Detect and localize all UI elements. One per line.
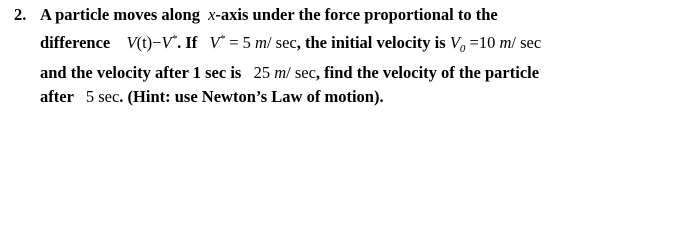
func-arg: (t)	[136, 33, 153, 52]
problem-number: 2.	[14, 5, 27, 24]
problem-line-3	[40, 61, 539, 85]
problem-line-1	[40, 3, 498, 27]
eq-10: =10	[469, 33, 496, 52]
value-25: 25	[253, 63, 271, 82]
line1-axis-text: -axis under the force proportional to the	[215, 5, 498, 24]
line4-text1: after	[40, 87, 74, 106]
unit-sec-2: / sec	[511, 33, 542, 52]
minus-sign: −	[152, 33, 162, 52]
unit-sec-1: / sec	[266, 33, 297, 52]
problem-line-4	[40, 85, 384, 109]
word-difference: difference	[40, 33, 111, 52]
if-text: . If	[177, 33, 198, 52]
v-star-2: V*	[209, 33, 226, 52]
func-v: V	[126, 33, 137, 52]
unit-sec-3: / sec	[286, 63, 316, 82]
value-5-sec: 5 sec	[85, 87, 120, 106]
v-star: V*	[161, 33, 178, 52]
line4-text2: . (Hint: use Newton’s Law of motion).	[119, 87, 384, 106]
v-zero: $V_0$	[449, 33, 466, 55]
eq-5: = 5	[229, 33, 251, 52]
problem-line-2	[40, 31, 541, 55]
unit-m-3: m	[274, 63, 287, 82]
unit-m-1: m	[255, 33, 267, 52]
line1-text: A particle moves along	[40, 5, 200, 24]
initial-velocity-text: , the initial velocity is	[296, 33, 446, 52]
unit-m-2: m	[499, 33, 512, 52]
line3-text2: , find the velocity of the particle	[315, 63, 540, 82]
line3-text1: and the velocity after 1 sec is	[40, 63, 242, 82]
x-variable: x	[208, 5, 216, 24]
